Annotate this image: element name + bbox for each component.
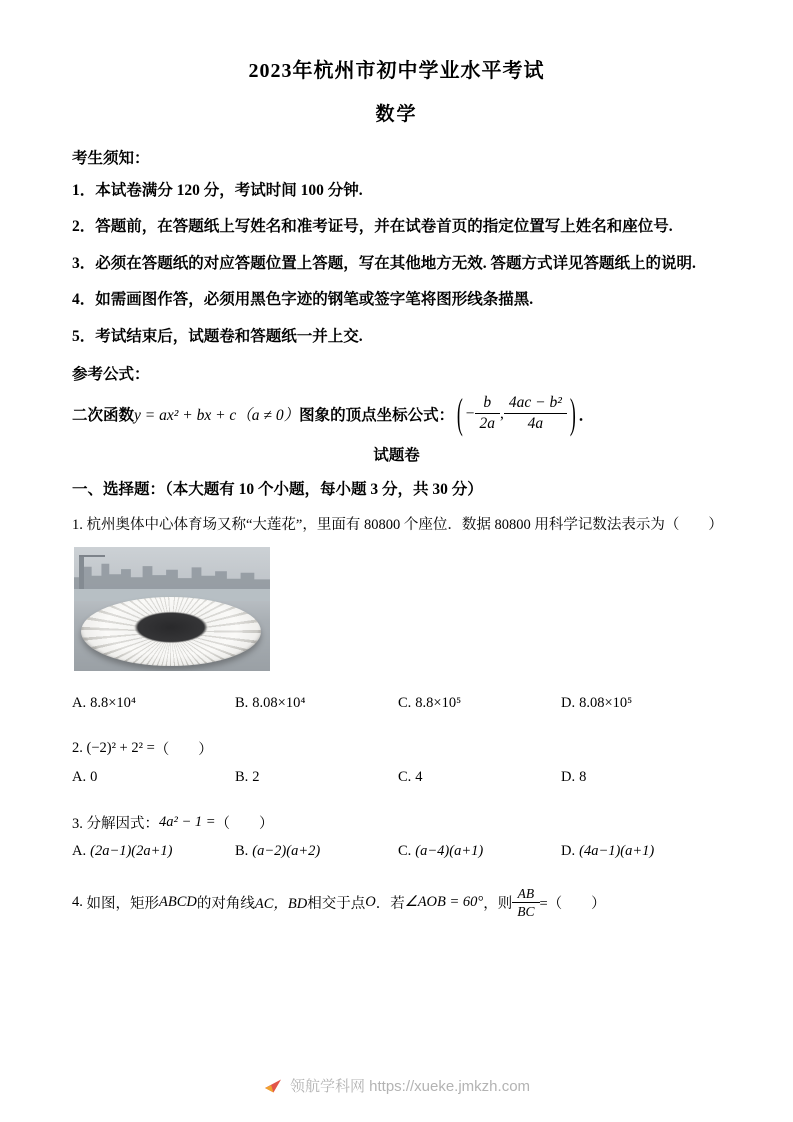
reference-formula-label: 参考公式： <box>72 366 150 384</box>
question-1-text: 1. 杭州奥体中心体育场又称“大莲花”，里面有 80800 个座位．数据 80800 用科学记数法表示为（ ） <box>72 516 723 533</box>
notice-item: 2．答题前，在答题纸上写姓名和准考证号，并在试卷首页的指定位置写上姓名和座位号. <box>72 218 673 236</box>
stadium-ring <box>81 597 261 666</box>
option-label: D. <box>561 768 576 785</box>
var-o: O <box>365 894 376 911</box>
var-ac-bd: AC，BD <box>254 896 308 913</box>
close-paren: ) <box>569 389 576 438</box>
question-mid: 相交于点 <box>307 896 366 913</box>
option-label: C. <box>398 842 412 859</box>
var-abcd: ABCD <box>159 894 197 911</box>
fraction-denominator: 4a <box>527 415 544 433</box>
option-b <box>235 769 398 786</box>
option-value: 0 <box>90 768 98 785</box>
question-mid: ，则 <box>483 896 513 913</box>
option-label: B. <box>235 842 249 859</box>
question-2-options <box>72 769 721 786</box>
option-value: 2 <box>252 768 260 785</box>
section-one-heading: 一、选择题：（本大题有 10 个小题，每小题 3 分，共 30 分） <box>72 480 483 498</box>
open-paren: ( <box>456 389 463 438</box>
option-d <box>561 769 586 786</box>
paper-section-title: 试题卷 <box>373 446 420 464</box>
question-pre: 如图，矩形 <box>86 896 159 913</box>
option-label: A. <box>72 842 87 859</box>
question-math: 4a² − 1 = <box>159 813 216 830</box>
option-label: A. <box>72 694 87 711</box>
formula-mid-text: 图象的顶点坐标公式： <box>299 406 455 424</box>
option-value: 8.8×10⁵ <box>415 694 462 711</box>
option-label: C. <box>398 694 412 711</box>
option-value: 8 <box>579 768 587 785</box>
option-a <box>72 769 235 786</box>
fraction-denominator: BC <box>517 904 535 920</box>
fraction-4ac-b2-over-4a <box>504 394 567 433</box>
notice-item: 5．考试结束后，试题卷和答题纸一并上交. <box>72 327 363 345</box>
option-label: D. <box>561 694 576 711</box>
option-value: 8.08×10⁴ <box>252 694 306 711</box>
option-value: 8.8×10⁴ <box>90 694 136 711</box>
question-2-text <box>72 738 721 759</box>
notice-item: 4．如需画图作答，必须用黑色字迹的钢笔或签字笔将图形线条描黑. <box>72 291 534 309</box>
option-value: (4a−1)(a+1) <box>579 842 655 859</box>
option-label: B. <box>235 768 249 785</box>
option-c <box>398 769 561 786</box>
question-4-text <box>72 886 721 920</box>
notice-item: 1．本试卷满分 120 分，考试时间 100 分钟. <box>72 182 363 199</box>
question-mid: 的对角线 <box>196 896 255 913</box>
fraction-numerator: AB <box>512 886 539 904</box>
exam-title: 2023年杭州市初中学业水平考试 <box>248 60 545 82</box>
question-mid: ．若 <box>375 896 405 913</box>
exam-subject: 数学 <box>375 104 418 125</box>
answer-blank: （ ） <box>215 815 274 832</box>
question-1-options <box>72 695 721 712</box>
option-label: B. <box>235 694 249 711</box>
question-number: 3. 分解因式： <box>72 815 159 832</box>
question-3-text <box>72 812 721 833</box>
footer-watermark <box>0 1075 793 1096</box>
question-math: (−2)² + 2² = <box>86 739 155 756</box>
option-c <box>398 695 561 712</box>
stadium-photo <box>74 547 270 671</box>
option-b <box>235 695 398 712</box>
option-value: 4 <box>415 768 423 785</box>
option-value: (a−4)(a+1) <box>415 842 484 859</box>
angle-aob: ∠AOB = 60° <box>404 894 484 911</box>
option-c <box>398 843 561 860</box>
answer-blank: （ ） <box>154 741 213 758</box>
answer-blank: =（ ） <box>539 896 606 913</box>
notice-label: 考生须知： <box>72 150 150 167</box>
period: ． <box>578 406 595 424</box>
formula-prefix: 二次函数 <box>72 406 135 424</box>
notice-item: 3．必须在答题纸的对应答题位置上答题，写在其他地方无效. 答题方式详见答题纸上的说明. <box>72 254 696 272</box>
fraction-b-over-2a <box>475 394 501 433</box>
fraction-ab-over-bc <box>512 886 539 920</box>
paper-plane-logo-icon <box>263 1076 283 1096</box>
comma: , <box>500 404 504 422</box>
fraction-numerator: b <box>475 394 501 414</box>
option-value: 8.08×10⁵ <box>579 694 633 711</box>
option-value: (a−2)(a+2) <box>252 842 321 859</box>
option-d <box>561 843 654 860</box>
city-skyline <box>74 561 270 591</box>
option-label: A. <box>72 768 87 785</box>
minus-sign: − <box>465 404 475 422</box>
watermark-text: 领航学科网 https://xueke.jmkzh.com <box>289 1078 531 1095</box>
quadratic-expression: y = ax² + bx + c（a ≠ 0） <box>134 406 300 424</box>
vertex-formula-line <box>72 389 721 438</box>
question-number: 2. <box>72 739 83 756</box>
option-d <box>561 695 632 712</box>
crane-silhouette <box>79 555 105 557</box>
fraction-denominator: 2a <box>479 415 496 433</box>
option-a <box>72 695 235 712</box>
option-b <box>235 843 398 860</box>
option-a <box>72 843 235 860</box>
option-value: (2a−1)(2a+1) <box>90 842 173 859</box>
option-label: D. <box>561 842 576 859</box>
option-label: C. <box>398 768 412 785</box>
question-3-options <box>72 843 721 860</box>
question-number: 4. <box>72 894 83 911</box>
fraction-numerator: 4ac − b² <box>504 394 567 414</box>
